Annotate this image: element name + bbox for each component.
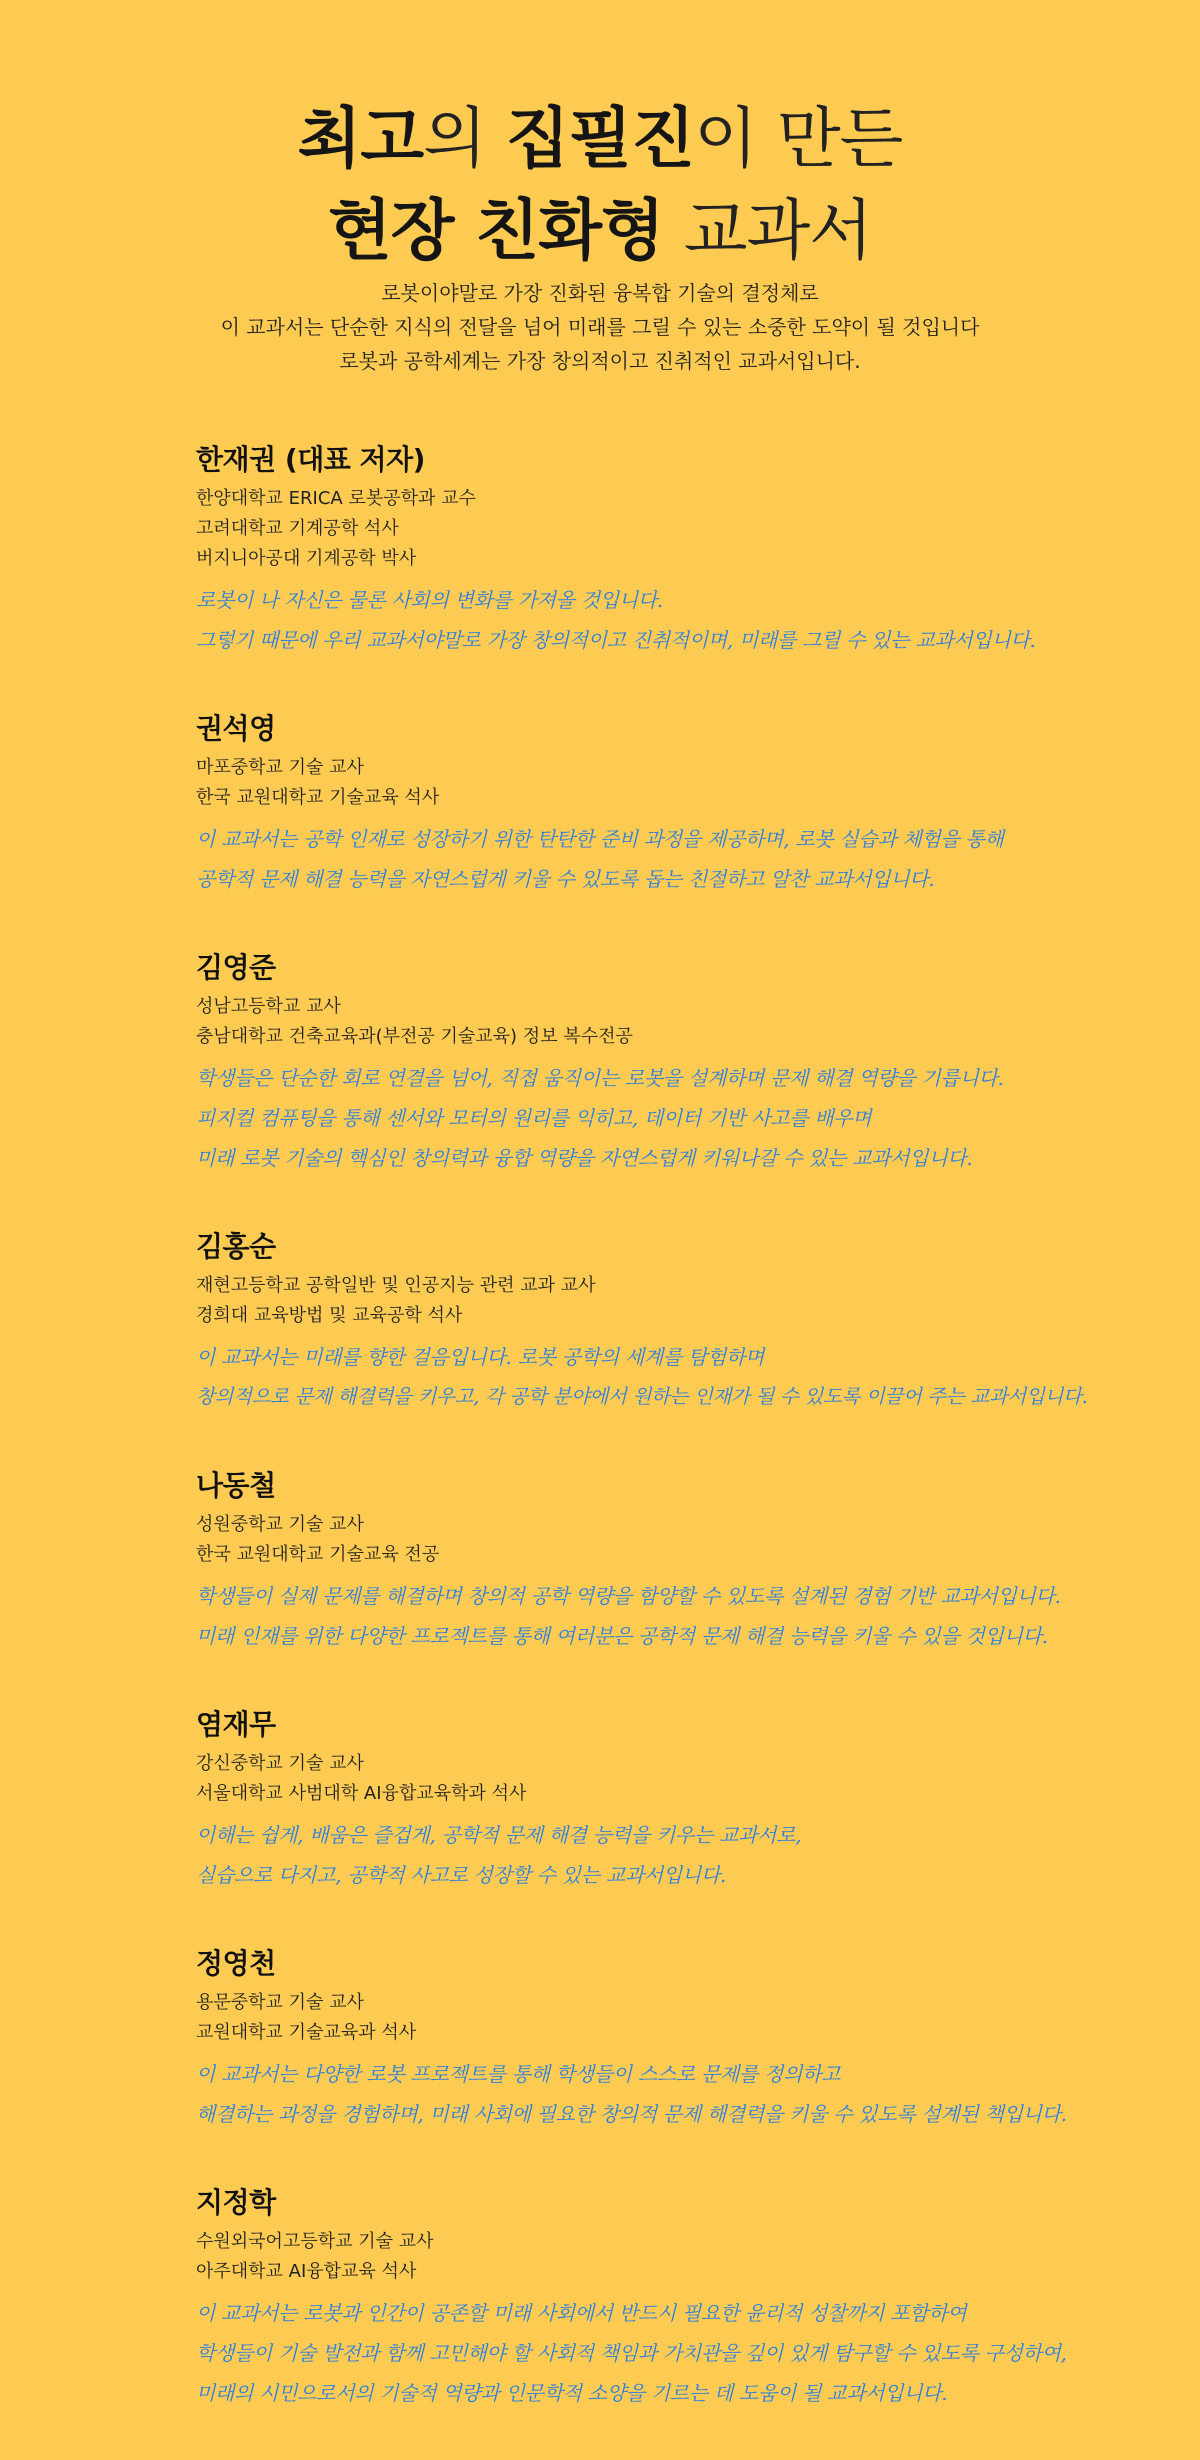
headline-emphasis: 집필진	[505, 100, 695, 178]
author-quote	[196, 1576, 1096, 1656]
author-credential: 경희대 교육방법 및 교육공학 석사	[196, 1305, 463, 1326]
author-section	[196, 946, 1096, 1178]
author-credentials	[196, 2227, 1096, 2287]
author-quote-line: 그렇기 때문에 우리 교과서야말로 가장 창의적이고 진취적이며, 미래를 그릴 수 있는 교과서입니다.	[196, 628, 1036, 652]
headline-text: 이 만든	[694, 100, 903, 178]
author-credential: 고려대학교 기계공학 석사	[196, 518, 399, 539]
author-quote	[196, 2293, 1096, 2413]
author-section	[196, 2181, 1096, 2413]
author-credential: 용문중학교 기술 교사	[196, 1992, 364, 2013]
author-section	[196, 1225, 1096, 1417]
author-quote-line: 이 교과서는 미래를 향한 걸음입니다. 로봇 공학의 세계를 탐험하며	[196, 1345, 765, 1369]
author-credential: 한국 교원대학교 기술교육 전공	[196, 1544, 440, 1565]
author-credential: 한양대학교 ERICA 로봇공학과 교수	[196, 488, 476, 509]
author-section	[196, 707, 1096, 899]
author-credential: 충남대학교 건축교육과(부전공 기술교육) 정보 복수전공	[196, 1026, 633, 1047]
headline	[0, 93, 1200, 277]
intro-paragraph	[0, 276, 1200, 378]
author-credential: 교원대학교 기술교육과 석사	[196, 2022, 417, 2043]
author-credential: 서울대학교 사범대학 AI융합교육학과 석사	[196, 1783, 527, 1804]
author-section	[196, 1464, 1096, 1656]
author-quote-line: 학생들은 단순한 회로 연결을 넘어, 직접 움직이는 로봇을 설계하며 문제 해결 역량을 기릅니다.	[196, 1066, 1004, 1090]
author-credential: 강신중학교 기술 교사	[196, 1753, 364, 1774]
author-quote	[196, 819, 1096, 899]
author-quote-line: 실습으로 다지고, 공학적 사고로 성장할 수 있는 교과서입니다.	[196, 1863, 727, 1887]
author-credentials	[196, 1510, 1096, 1570]
author-quote	[196, 580, 1096, 660]
headline-line-1	[0, 93, 1200, 185]
headline-emphasis: 현장 친화형	[327, 192, 664, 270]
author-quote-line: 이해는 쉽게, 배움은 즐겁게, 공학적 문제 해결 능력을 키우는 교과서로,	[196, 1823, 802, 1847]
author-credential: 재현고등학교 공학일반 및 인공지능 관련 교과 교사	[196, 1275, 596, 1296]
author-credentials	[196, 753, 1096, 813]
author-name: 한재권 (대표 저자)	[196, 443, 425, 476]
headline-emphasis: 최고	[297, 100, 424, 178]
author-quote-line: 미래 인재를 위한 다양한 프로젝트를 통해 여러분은 공학적 문제 해결 능력을 키울 수 있을 것입니다.	[196, 1624, 1048, 1648]
author-credential: 마포중학교 기술 교사	[196, 757, 364, 778]
author-credential: 수원외국어고등학교 기술 교사	[196, 2231, 434, 2252]
author-name: 권석영	[196, 712, 276, 745]
intro-line: 로봇이야말로 가장 진화된 융복합 기술의 결정체로	[381, 281, 819, 305]
author-credentials	[196, 1988, 1096, 2048]
author-name: 지정학	[196, 2186, 276, 2219]
author-credential: 성남고등학교 교사	[196, 996, 341, 1017]
author-name: 김영준	[196, 951, 276, 984]
author-section	[196, 438, 1096, 660]
author-credentials	[196, 992, 1096, 1052]
author-quote-line: 이 교과서는 공학 인재로 성장하기 위한 탄탄한 준비 과정을 제공하며, 로봇 실습과 체험을 통해	[196, 827, 1004, 851]
author-credential: 성원중학교 기술 교사	[196, 1514, 364, 1535]
author-quote-line: 피지컬 컴퓨팅을 통해 센서와 모터의 원리를 익히고, 데이터 기반 사고를 배우며	[196, 1106, 872, 1130]
author-credentials	[196, 484, 1096, 574]
author-quote-line: 학생들이 실제 문제를 해결하며 창의적 공학 역량을 함양할 수 있도록 설계된 경험 기반 교과서입니다.	[196, 1584, 1061, 1608]
author-quote-line: 공학적 문제 해결 능력을 자연스럽게 키울 수 있도록 돕는 친절하고 알찬 교과서입니다.	[196, 867, 935, 891]
headline-text: 교과서	[663, 192, 872, 270]
headline-text: 의	[423, 100, 506, 178]
author-quote	[196, 2054, 1096, 2134]
author-quote-line: 해결하는 과정을 경험하며, 미래 사회에 필요한 창의적 문제 해결력을 키울 수 있도록 설계된 책입니다.	[196, 2102, 1067, 2126]
author-name: 정영천	[196, 1947, 276, 1980]
author-quote-line: 미래의 시민으로서의 기술적 역량과 인문학적 소양을 기르는 데 도움이 될 교과서입니다.	[196, 2381, 948, 2405]
author-name: 염재무	[196, 1708, 276, 1741]
author-credentials	[196, 1271, 1096, 1331]
headline-line-2	[0, 185, 1200, 277]
intro-line: 로봇과 공학세계는 가장 창의적이고 진취적인 교과서입니다.	[339, 349, 861, 373]
author-name: 나동철	[196, 1469, 276, 1502]
author-credential: 버지니아공대 기계공학 박사	[196, 548, 417, 569]
author-quote-line: 이 교과서는 다양한 로봇 프로젝트를 통해 학생들이 스스로 문제를 정의하고	[196, 2062, 841, 2086]
intro-line: 이 교과서는 단순한 지식의 전달을 넘어 미래를 그릴 수 있는 소중한 도약이 될 것입니다	[220, 315, 980, 339]
author-section	[196, 1703, 1096, 1895]
author-quote-line: 이 교과서는 로봇과 인간이 공존할 미래 사회에서 반드시 필요한 윤리적 성찰까지 포함하여	[196, 2301, 967, 2325]
author-list	[196, 438, 1096, 2460]
author-credential: 한국 교원대학교 기술교육 석사	[196, 787, 440, 808]
author-quote-line: 창의적으로 문제 해결력을 키우고, 각 공학 분야에서 원하는 인재가 될 수 있도록 이끌어 주는 교과서입니다.	[196, 1385, 1088, 1408]
author-section	[196, 1942, 1096, 2134]
author-credentials	[196, 1749, 1096, 1809]
author-name: 김홍순	[196, 1230, 276, 1263]
author-quote-line: 로봇이 나 자신은 물론 사회의 변화를 가져올 것입니다.	[196, 588, 663, 612]
author-quote	[196, 1337, 1096, 1417]
author-quote	[196, 1815, 1096, 1895]
author-quote-line: 학생들이 기술 발전과 함께 고민해야 할 사회적 책임과 가치관을 깊이 있게 탐구할 수 있도록 구성하여,	[196, 2341, 1067, 2365]
author-credential: 아주대학교 AI융합교육 석사	[196, 2261, 417, 2282]
author-quote-line: 미래 로봇 기술의 핵심인 창의력과 융합 역량을 자연스럽게 키워나갈 수 있는 교과서입니다.	[196, 1146, 973, 1170]
author-quote	[196, 1058, 1096, 1178]
